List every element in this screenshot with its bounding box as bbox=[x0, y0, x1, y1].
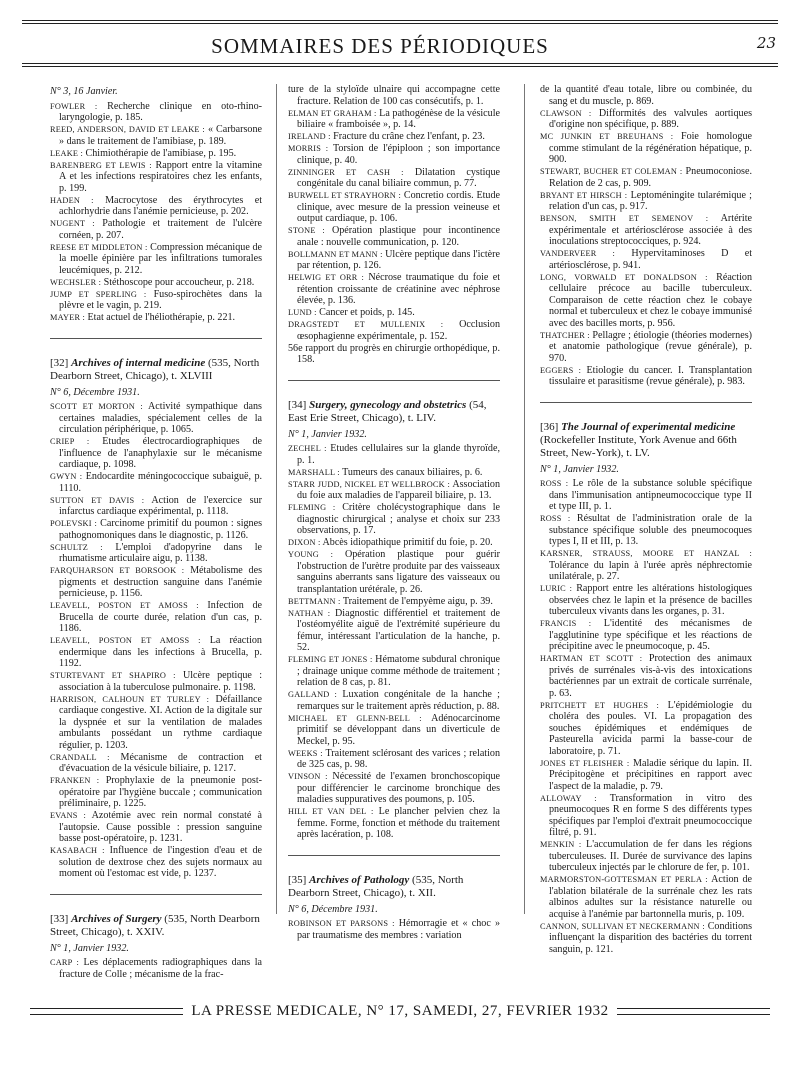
issue-label: N° 1, Janvier 1932. bbox=[540, 463, 619, 475]
article-entry bbox=[288, 131, 500, 143]
article-authors: NUGENT : bbox=[50, 219, 95, 228]
article-title: Infection de Brucella de courte durée, relation d'un cas, p. 1186. bbox=[59, 600, 262, 634]
article-entry bbox=[540, 131, 752, 166]
article-authors: WECHSLER : bbox=[50, 277, 102, 287]
article-authors: CRIEP : bbox=[50, 437, 90, 446]
article-entry bbox=[288, 108, 500, 131]
article-authors: LURIC : bbox=[540, 584, 573, 593]
issue-label: N° 1, Janvier 1932. bbox=[50, 942, 129, 954]
article-title: de la quantité d'eau totale, libre ou combinée, du sang et du muscle, p. 869. bbox=[540, 84, 752, 107]
article-authors: MORRIS : bbox=[288, 144, 329, 153]
journal-address: (535, North Dearborn Street, Chicago), t. XXIV. bbox=[50, 912, 260, 938]
issue-label: N° 6, Décembre 1931. bbox=[50, 386, 140, 398]
article-title: Fracture du crâne chez l'enfant, p. 23. bbox=[333, 131, 485, 142]
article-title: Prophylaxie de la pneumonie post-opératoire par l'hygiène buccale ; communication préliminaire, p. 1225. bbox=[59, 775, 262, 809]
article-entry bbox=[288, 225, 500, 248]
article-authors: FRANKEN : bbox=[50, 776, 100, 785]
article-title: Protection des animaux privés de surrénales vis-à-vis des intoxications bactériennes par un extrait de corticale surrénale, p. 63. bbox=[549, 653, 752, 699]
article-entry bbox=[540, 548, 752, 583]
article-authors: EVANS : bbox=[50, 811, 87, 820]
article-entry bbox=[50, 670, 262, 693]
article-entry bbox=[50, 401, 262, 436]
article-authors: REED, ANDERSON, DAVID ET LEAKE : bbox=[50, 125, 205, 134]
article-title: Fuso-spirochètes dans la plèvre et le vagin, p. 219. bbox=[59, 288, 262, 311]
article-entry bbox=[50, 195, 262, 218]
article-entry bbox=[288, 654, 500, 689]
article-title: Rapport entre la vitamine A et les infections respiratoires chez les enfants, p. 199. bbox=[59, 159, 262, 194]
article-title: Nécessité de l'examen bronchoscopique pour différencier le carcinome bronchique des maladies suppuratives des poumons, p. 105. bbox=[297, 771, 500, 805]
article-authors: WEEKS : bbox=[288, 748, 323, 758]
article-entry bbox=[50, 542, 262, 565]
article-title: Etudes électrocardiographiques de l'influence de l'anaphylaxie sur le mécanisme cardiaque, p. 1098. bbox=[59, 436, 262, 470]
article-entry bbox=[50, 277, 262, 289]
header-rule-bottom-2 bbox=[22, 66, 778, 67]
article-authors: BARENBERG ET LEWIS : bbox=[50, 160, 152, 170]
article-entry bbox=[288, 771, 500, 806]
article-authors: LEAKE : bbox=[50, 148, 83, 158]
article-title: Traitement sclérosant des varices ; relation de 325 cas, p. 98. bbox=[297, 747, 500, 770]
article-title: Foie homologue comme stimulant de la régénération hépatique, p. 900. bbox=[549, 131, 752, 165]
article-authors: BURWELL ET STRAYHORN : bbox=[288, 191, 402, 200]
article-title: Torsion de l'épiploon ; son importance clinique, p. 40. bbox=[297, 143, 500, 166]
article-authors: ROBINSON ET PARSONS : bbox=[288, 919, 395, 928]
article-title: Stéthoscope pour accoucheur, p. 218. bbox=[103, 276, 255, 288]
section-separator bbox=[540, 402, 752, 403]
journal-number: [33] bbox=[50, 912, 69, 925]
article-entry bbox=[50, 495, 262, 518]
section-separator bbox=[50, 894, 262, 895]
article-title: Concretio cordis. Etude clinique, avec mesure de la pression veineuse et output cardiaque, p. 106. bbox=[297, 190, 500, 224]
article-title: Métabolisme des pigments et destruction sanguine dans l'anémie pernicieuse, p. 1156. bbox=[59, 565, 262, 599]
article-authors: DRAGSTEDT ET MULLENIX : bbox=[288, 320, 444, 329]
article-authors: KARSNER, STRAUSS, MOORE ET HANZAL : bbox=[540, 549, 752, 558]
article-title: Défaillance cardiaque congestive. XI. Action de la digitale sur la dyspnée et sur la ventilation de malades ambulants possédant un rythme cardiaque régulier, p. 1203. bbox=[59, 693, 262, 751]
article-authors: GALLAND : bbox=[288, 690, 338, 699]
article-entry bbox=[50, 471, 262, 494]
article-authors: SCHULTZ : bbox=[50, 542, 103, 552]
article-title: « Carbarsone » dans le traitement de l'amibiase, p. 189. bbox=[59, 124, 262, 147]
article-title: Etiologie du cancer. I. Transplantation tissulaire et parasitisme (revue générale), p. 983. bbox=[549, 364, 752, 387]
article-entry bbox=[288, 319, 500, 342]
journal-number: [35] bbox=[288, 873, 307, 886]
article-entry bbox=[50, 775, 262, 810]
article-authors: SCOTT ET MORTON : bbox=[50, 402, 143, 411]
article-authors: SUTTON ET DAVIS : bbox=[50, 495, 145, 505]
article-title: Nécrose traumatique du foie et rétention croissante de créatinine avec néphrose élevée, p. 136. bbox=[297, 272, 500, 306]
article-authors: FRANCIS : bbox=[540, 619, 592, 628]
article-entry bbox=[288, 249, 500, 272]
article-entry bbox=[50, 218, 262, 241]
article-entry bbox=[288, 443, 500, 466]
article-entry bbox=[540, 248, 752, 271]
article-title: Luxation congénitale de la hanche ; remarques sur le traitement après réduction, p. 88. bbox=[297, 689, 500, 712]
article-entry bbox=[288, 190, 500, 225]
article-title: Adénocarcinome primitif se développant dans un diverticule de Meckel, p. 95. bbox=[297, 712, 500, 747]
article-authors: LONG, VORWALD ET DONALDSON : bbox=[540, 272, 708, 282]
article-title: Occlusion œsophagienne expérimentale, p. 152. bbox=[297, 319, 500, 342]
article-authors: GWYN : bbox=[50, 472, 83, 481]
article-entry bbox=[288, 806, 500, 841]
article-authors: CANNON, SULLIVAN ET NECKERMANN : bbox=[540, 921, 705, 931]
article-entry bbox=[288, 596, 500, 608]
article-title: Les déplacements radiographiques dans la fracture de Colle ; mécanisme de la frac- bbox=[59, 957, 262, 980]
article-authors: STURTEVANT ET SHAPIRO : bbox=[50, 671, 176, 680]
article-entry bbox=[50, 312, 262, 324]
journal-heading bbox=[540, 421, 752, 460]
article-authors: HARTMAN ET SCOTT : bbox=[540, 654, 643, 663]
article-entry bbox=[288, 167, 500, 190]
journal-title: Archives of Surgery bbox=[71, 912, 162, 925]
article-entry bbox=[50, 752, 262, 775]
article-authors: ROSS : bbox=[540, 479, 569, 488]
journal-title: Surgery, gynecology and obstetrics bbox=[309, 398, 467, 411]
article-authors: FARQUHARSON ET BORSOOK : bbox=[50, 566, 185, 575]
article-title: Azotémie avec rein normal constaté à l'autopsie. Cause possible : pression sanguine basse post-opératoire, p. 1231. bbox=[59, 810, 262, 844]
article-entry bbox=[50, 101, 262, 124]
article-authors: MICHAEL ET GLENN-BELL : bbox=[288, 713, 422, 723]
article-title: L'identité des mécanismes de l'agglutinine type spécifique et les réactions de précipitine avec le pneumocoque, p. 45. bbox=[549, 618, 752, 652]
article-entry bbox=[540, 874, 752, 920]
article-authors: MC JUNKIN ET BREUHANS : bbox=[540, 132, 674, 141]
article-entry bbox=[540, 618, 752, 653]
column-divider-2 bbox=[524, 84, 525, 914]
article-title: Maladie sérique du lapin. II. Précipitogène et précipitines en rapport avec l'aspect de la maladie, p. 79. bbox=[549, 757, 752, 792]
section-separator bbox=[288, 380, 500, 381]
article-authors: THATCHER : bbox=[540, 330, 590, 340]
section-separator bbox=[50, 338, 262, 339]
article-title: Opération plastique pour guérir l'obstruction de l'urètre produite par des vaisseaux sanguins aberrants sans ligature des vaisseaux ou transplantation urétérale, p. 26. bbox=[297, 549, 500, 595]
article-authors: CARP : bbox=[50, 958, 79, 967]
article-entry bbox=[540, 758, 752, 793]
column-3 bbox=[540, 84, 752, 956]
article-authors: DIXON : bbox=[288, 538, 321, 547]
article-title: Macrocytose des érythrocytes et achlorhydrie dans l'anémie pernicieuse, p. 202. bbox=[59, 194, 262, 217]
page-number: 23 bbox=[756, 34, 776, 52]
article-authors: JONES ET FLEISHER : bbox=[540, 758, 630, 768]
header-rule-top bbox=[22, 20, 778, 21]
article-entry bbox=[288, 272, 500, 307]
article-entry bbox=[540, 921, 752, 956]
article-authors: MARSHALL : bbox=[288, 467, 340, 477]
journal-number: [34] bbox=[288, 398, 307, 411]
article-entry bbox=[540, 190, 752, 213]
article-entry bbox=[50, 565, 262, 600]
article-entry bbox=[50, 436, 262, 471]
article-entry bbox=[540, 108, 752, 131]
journal-address: (535, North Dearborn Street, Chicago), t. XLVIII bbox=[50, 356, 260, 382]
article-authors: ALLOWAY : bbox=[540, 793, 597, 803]
article-title: Réaction cellulaire précoce au bacille tuberculeux. Comparaison de cette réaction chez le cobaye normal et tuberculeux et chez le cobaye immunisé avec des bacilles morts, p. 956. bbox=[549, 271, 752, 329]
article-entry bbox=[540, 330, 752, 365]
journal-address: (Rockefeller Institute, York Avenue and 66th Street, New-York), t. LV. bbox=[540, 433, 737, 459]
article-title: Ulcère peptique dans l'ictère par rétention, p. 126. bbox=[297, 248, 500, 271]
article-entry bbox=[50, 694, 262, 752]
journal-number: [36] bbox=[540, 420, 559, 433]
article-authors: FLEMING : bbox=[288, 503, 336, 512]
article-entry bbox=[50, 635, 262, 670]
article-entry bbox=[50, 148, 262, 160]
article-title: Cancer et poids, p. 145. bbox=[319, 307, 415, 318]
article-entry bbox=[288, 537, 500, 549]
article-title: 56e rapport du progrès en chirurgie orthopédique, p. 158. bbox=[288, 342, 500, 365]
article-title: Abcès idiopathique primitif du foie, p. 20. bbox=[322, 537, 493, 548]
article-title: Conditions influençant la disparition des bactéries du torrent sanguin, p. 121. bbox=[549, 920, 752, 955]
article-title: Résultat de l'administration orale de la substance spécifique soluble des pneumocoques types I, II et III, p. 13. bbox=[549, 513, 752, 547]
article-title: Association du foie aux maladies de l'appareil biliaire, p. 13. bbox=[297, 478, 500, 501]
journal-number: [32] bbox=[50, 356, 69, 369]
article-title: L'emploi d'adopyrine dans le rhumatisme articulaire aigu, p. 1138. bbox=[59, 541, 262, 564]
article-title: Ulcère peptique : association à la tuberculose pulmonaire. p. 1198. bbox=[59, 670, 262, 693]
journal-title: The Journal of experimental medicine bbox=[561, 420, 736, 433]
article-entry bbox=[50, 242, 262, 277]
article-authors: JUMP ET SPERLING : bbox=[50, 289, 147, 299]
article-title: Hématome subdural chronique ; drainage unique comme méthode de traitement ; relation de 8 cas, p. 81. bbox=[297, 654, 500, 688]
article-entry bbox=[50, 957, 262, 980]
article-title: L'épidémiologie du choléra des poules. VI. La propagation des souches épidémiques et endémiques de Pasteurella avicida parmi la basse-cour de laboratoire, p. 71. bbox=[549, 699, 752, 757]
article-entry bbox=[288, 608, 500, 654]
article-title: Pellagre ; étiologie (théories modernes) et anatomie pathologique (revue générale), p. 970. bbox=[549, 329, 752, 364]
article-authors: FLEMING ET JONES : bbox=[288, 655, 373, 664]
column-divider-1 bbox=[276, 84, 277, 914]
journal-heading bbox=[288, 874, 500, 900]
article-entry bbox=[288, 549, 500, 595]
article-title: Influence de l'ingestion d'eau et de solution de dextrose chez des sujets normaux au moment où l'estomac est vide, p. 1237. bbox=[59, 845, 262, 879]
article-title: Carcinome primitif du poumon : signes pathognomoniques dans le diagnostic, p. 1126. bbox=[59, 518, 262, 541]
article-title: Etudes cellulaires sur la glande thyroïde, p. 1. bbox=[297, 443, 500, 466]
article-entry bbox=[540, 272, 752, 330]
article-entry bbox=[288, 918, 500, 941]
article-authors: BRYANT ET HIRSCH : bbox=[540, 190, 628, 200]
journal-title: Archives of internal medicine bbox=[71, 356, 206, 369]
issue-label: N° 6, Décembre 1931. bbox=[288, 903, 378, 915]
journal-address: (54, East Erie Street, Chicago), t. LIV. bbox=[288, 398, 487, 424]
article-entry bbox=[288, 343, 500, 366]
article-entry bbox=[540, 513, 752, 548]
article-authors: REESE ET MIDDLETON : bbox=[50, 242, 148, 252]
article-title: ture de la styloïde ulnaire qui accompagne cette fracture. Relation de 100 cas consécutifs, p. 1. bbox=[288, 84, 500, 107]
article-entry bbox=[288, 713, 500, 748]
article-entry bbox=[50, 600, 262, 635]
article-title: Critère cholécystographique dans le diagnostic chirurgical ; analyse et choix sur 233 observations, p. 17. bbox=[297, 502, 500, 536]
article-authors: HADEN : bbox=[50, 195, 94, 205]
article-authors: CRANDALL : bbox=[50, 752, 110, 762]
article-title: Tolérance du lapin à l'urée après néphrectomie unilatérale, p. 27. bbox=[549, 559, 752, 582]
article-title: Traitement de l'empyème aigu, p. 39. bbox=[342, 595, 493, 607]
article-authors: STARR JUDD, NICKEL ET WELLBROCK : bbox=[288, 479, 450, 489]
article-authors: CLAWSON : bbox=[540, 108, 592, 118]
article-authors: FOWLER : bbox=[50, 101, 98, 111]
journal-heading bbox=[50, 913, 262, 939]
article-authors: VANDERVEER : bbox=[540, 249, 616, 258]
article-authors: BOLLMANN ET MANN : bbox=[288, 249, 383, 259]
article-title: Pathologie et traitement de l'ulcère cornéen, p. 207. bbox=[59, 218, 262, 241]
journal-address: (535, North Dearborn Street, Chicago), t. XII. bbox=[288, 873, 464, 899]
issue-label: N° 1, Janvier 1932. bbox=[288, 428, 367, 440]
article-title: La pathogénèse de la vésicule biliaire « framboisée », p. 14. bbox=[297, 107, 500, 130]
page-title: SOMMAIRES DES PÉRIODIQUES bbox=[211, 34, 549, 58]
article-authors: NATHAN : bbox=[288, 608, 331, 618]
journal-heading bbox=[288, 399, 500, 425]
footer-rule-right bbox=[617, 1008, 770, 1015]
article-authors: PRITCHETT ET HUGHES : bbox=[540, 700, 660, 710]
issue-label: N° 3, 16 Janvier. bbox=[50, 86, 118, 97]
entry-continuation bbox=[288, 84, 500, 107]
article-entry bbox=[50, 810, 262, 845]
header-rule-top-2 bbox=[22, 23, 778, 24]
article-title: Activité sympathique dans certaines maladies, spécialement celles de la circulation périphérique, p. 1065. bbox=[59, 401, 262, 435]
article-entry bbox=[288, 307, 500, 319]
entry-continuation bbox=[540, 84, 752, 107]
article-authors: POLEVSKI : bbox=[50, 519, 98, 528]
article-entry bbox=[288, 689, 500, 712]
article-entry bbox=[540, 166, 752, 189]
article-entry bbox=[50, 160, 262, 195]
article-entry bbox=[288, 467, 500, 479]
article-authors: EGGERS : bbox=[540, 365, 582, 375]
article-entry bbox=[540, 478, 752, 513]
article-authors: MAYER : bbox=[50, 313, 85, 322]
article-title: Compression mécanique de la moelle épinière par les infiltrations tumorales leucémiques, p. 212. bbox=[59, 241, 262, 276]
column-1 bbox=[50, 84, 262, 981]
article-entry bbox=[288, 143, 500, 166]
article-authors: ROSS : bbox=[540, 514, 571, 523]
article-entry bbox=[540, 213, 752, 248]
article-title: Le plancher pelvien chez la femme. Forme, fonction et méthode du traitement après lacération, p. 108. bbox=[297, 806, 500, 840]
article-entry bbox=[540, 583, 752, 618]
article-title: La réaction endermique dans les infections à Brucella, p. 1192. bbox=[59, 635, 262, 669]
article-authors: MARMORSTON-GOTTESMAN ET PERLA : bbox=[540, 875, 708, 884]
article-authors: YOUNG : bbox=[288, 550, 334, 559]
article-entry bbox=[50, 124, 262, 147]
article-title: Transformation in vitro des pneumocoques R en forme S des différents types spécifiques par l'emploi d'extrait pneumococcique filtré, p. 91. bbox=[549, 792, 752, 838]
article-authors: STONE : bbox=[288, 226, 325, 235]
article-title: Mécanisme de contraction et d'évacuation de la vésicule biliaire, p. 1217. bbox=[59, 751, 262, 774]
article-title: Action de l'ablation bilatérale de la surrénale chez les rats albinos adultes sur la résistance naturelle ou acquise à l'anémie par bartonnella muris, p. 109. bbox=[549, 874, 752, 920]
article-authors: ZINNINGER ET CASH : bbox=[288, 167, 404, 177]
column-2 bbox=[288, 84, 500, 942]
article-title: L'accumulation de fer dans les régions tuberculeuses. II. Durée de survivance des lapins tuberculeux injectés par le chlorure de fer, p. 101. bbox=[549, 839, 752, 873]
article-title: Rapport entre les altérations histologiques observées chez le lapin et la présence de bacilles tuberculeux vivants dans les organes, p. 31. bbox=[549, 583, 752, 617]
article-authors: LEAVELL, POSTON ET AMOSS : bbox=[50, 636, 201, 645]
footer-rule-left bbox=[30, 1008, 183, 1015]
article-authors: IRELAND : bbox=[288, 132, 331, 141]
article-authors: VINSON : bbox=[288, 772, 328, 781]
article-title: Hémorragie et « choc » par traumatisme des membres : variation bbox=[297, 918, 500, 941]
article-title: Chimiothérapie de l'amibiase, p. 195. bbox=[85, 147, 237, 159]
article-entry bbox=[540, 653, 752, 699]
article-entry bbox=[50, 845, 262, 880]
article-title: Dilatation cystique congénitale du canal biliaire commun, p. 77. bbox=[297, 166, 500, 189]
article-authors: BETTMANN : bbox=[288, 596, 341, 606]
article-entry bbox=[540, 700, 752, 758]
article-title: Le rôle de la substance soluble spécifique dans l'immunisation antipneumococcique type II et type III, p. 1. bbox=[549, 478, 752, 512]
article-entry bbox=[540, 793, 752, 839]
article-authors: HILL ET VAN DEL : bbox=[288, 807, 374, 816]
article-entry bbox=[50, 289, 262, 312]
article-title: Opération plastique pour incontinence anale : nouvelle communication, p. 120. bbox=[297, 225, 500, 248]
page-footer bbox=[30, 1001, 770, 1021]
article-entry bbox=[288, 748, 500, 771]
article-title: Tumeurs des canaux biliaires, p. 6. bbox=[342, 466, 483, 478]
article-entry bbox=[50, 518, 262, 541]
article-entry bbox=[540, 365, 752, 388]
article-authors: HARRISON, CALHOUN ET TURLEY : bbox=[50, 694, 210, 704]
journal-heading bbox=[50, 357, 262, 383]
article-title: Etat actuel de l'héliothérapie, p. 221. bbox=[87, 312, 236, 323]
article-authors: BENSON, SMITH ET SEMENOV : bbox=[540, 214, 709, 223]
article-authors: ELMAN ET GRAHAM : bbox=[288, 108, 377, 118]
article-title: Action de l'exercice sur infarctus cardiaque expérimental, p. 1118. bbox=[59, 494, 262, 517]
article-title: Hypervitaminoses D et artériosclérose, p. 941. bbox=[549, 248, 752, 271]
article-authors: LUND : bbox=[288, 308, 317, 317]
article-title: Pneumoconiose. Relation de 2 cas, p. 909. bbox=[549, 166, 752, 189]
article-entry bbox=[288, 502, 500, 537]
section-separator bbox=[288, 855, 500, 856]
article-title: Recherche clinique en oto-rhino-laryngologie, p. 185. bbox=[59, 100, 262, 123]
article-title: Endocardite méningococcique subaiguë, p. 1110. bbox=[59, 471, 262, 494]
article-authors: MENKIN : bbox=[540, 840, 582, 849]
article-authors: LEAVELL, POSTON ET AMOSS : bbox=[50, 601, 199, 610]
article-authors: KASABACH : bbox=[50, 846, 105, 855]
journal-title: Archives of Pathology bbox=[309, 873, 410, 886]
article-authors: HELWIG ET ORR : bbox=[288, 273, 365, 282]
article-entry bbox=[288, 479, 500, 502]
article-title: Difformités des valvules aortiques d'origine non spécifique, p. 889. bbox=[549, 107, 752, 130]
article-authors: STEWART, BUCHER ET COLEMAN : bbox=[540, 167, 683, 176]
article-title: Artérite expérimentale et artériosclérose associée à des inoculations streptococciques, p. 924. bbox=[549, 213, 752, 247]
header-rule-bottom bbox=[22, 63, 778, 64]
article-title: Leptoméningite tularémique ; relation d'un cas, p. 917. bbox=[549, 189, 752, 212]
footer-text: LA PRESSE MEDICALE, N° 17, SAMEDI, 27, FEVRIER 1932 bbox=[191, 1002, 609, 1019]
article-entry bbox=[540, 839, 752, 874]
article-authors: ZECHEL : bbox=[288, 444, 327, 453]
article-title: Diagnostic différentiel et traitement de l'ostéomyélite aiguë de l'extrémité supérieure du fémur, intéressant l'articulation de la hanche, p. 52. bbox=[297, 607, 500, 653]
